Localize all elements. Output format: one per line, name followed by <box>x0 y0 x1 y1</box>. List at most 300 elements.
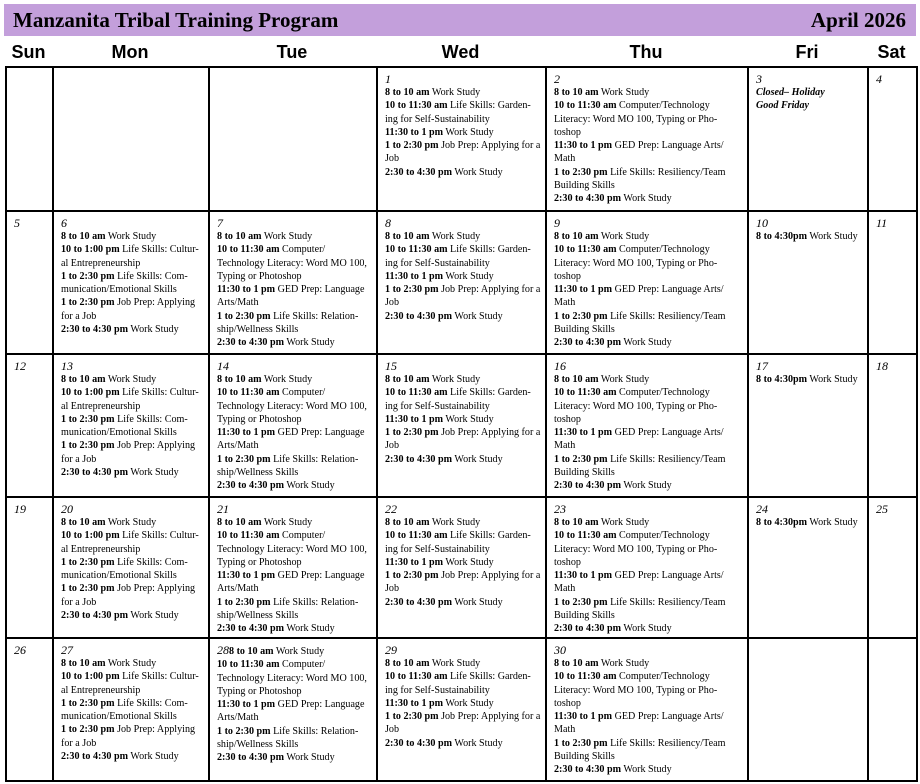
entry-time: 10 to 11:30 am <box>385 100 448 112</box>
entry-description: Work Study <box>621 764 672 776</box>
entry-description: Work Study <box>128 467 179 479</box>
entry-description: Work Study <box>429 658 481 669</box>
schedule-entry <box>217 230 372 243</box>
entry-time: 8 to 4:30pm <box>756 517 808 528</box>
schedule-entry <box>554 373 743 386</box>
entry-time: 11:30 to 1 pm <box>217 284 276 296</box>
schedule-entry <box>61 373 204 386</box>
day-cell <box>378 68 545 210</box>
schedule-entry <box>554 763 743 776</box>
schedule-entry <box>756 230 863 243</box>
schedule-entry <box>385 99 541 126</box>
day-cell <box>7 68 52 210</box>
entry-description: Life Skills: Relation-ship/Wellness Skills <box>217 310 359 336</box>
schedule-entry <box>385 670 541 697</box>
entry-time: 2:30 to 4:30 pm <box>554 764 622 776</box>
day-number: 21 <box>217 502 229 516</box>
entry-time: 1 to 2:30 pm <box>61 413 115 425</box>
entry-description: Work Study <box>443 697 494 709</box>
entry-description: Computer/ Technology Literacy: Word MO 100, Typing or Photoshop <box>217 659 367 697</box>
day-number: 5 <box>14 216 20 230</box>
entry-time: 2:30 to 4:30 pm <box>61 467 129 479</box>
entry-time: 8 to 10 am <box>61 658 106 669</box>
schedule-entry <box>385 657 541 670</box>
entry-time: 1 to 2:30 pm <box>385 140 439 152</box>
entry-time: 1 to 2:30 pm <box>61 297 115 309</box>
schedule-entry <box>217 310 372 337</box>
entry-time: 8 to 10 am <box>554 658 599 669</box>
schedule-entry <box>756 516 863 529</box>
schedule-entry <box>554 516 743 529</box>
entry-time: 11:30 to 1 pm <box>385 413 444 425</box>
day-number: 22 <box>385 502 397 516</box>
entry-description: Computer/ Technology Literacy: Word MO 100, Typing or Photoshop <box>217 244 367 282</box>
schedule-entry <box>385 386 541 413</box>
entry-time: 8 to 10 am <box>385 374 430 385</box>
entry-time: 8 to 10 am <box>217 374 262 385</box>
entry-time: 11:30 to 1 pm <box>385 126 444 138</box>
entry-time: 2:30 to 4:30 pm <box>554 480 622 492</box>
schedule-entry <box>385 230 541 243</box>
entry-time: 2:30 to 4:30 pm <box>385 166 453 178</box>
entry-time: 11:30 to 1 pm <box>554 711 613 723</box>
day-cell <box>7 212 52 353</box>
entry-description: Life Skills: Resiliency/Team Building Skills <box>554 166 726 192</box>
schedule-entry <box>385 516 541 529</box>
entry-description: GED Prep: Language Arts/Math <box>217 699 365 724</box>
schedule-entry <box>385 139 541 166</box>
schedule-entry <box>756 373 863 386</box>
day-number: 16 <box>554 359 566 373</box>
entry-description: Life Skills: Relation-ship/Wellness Skills <box>217 725 359 751</box>
schedule-entry <box>385 529 541 556</box>
entry-description: Work Study <box>621 480 672 492</box>
entry-description: Work Study <box>284 623 335 635</box>
entry-description: Work Study <box>429 87 481 98</box>
schedule-entry <box>385 126 541 139</box>
entry-description: GED Prep: Language Arts/ Math <box>554 284 724 309</box>
entry-description: Job Prep: Applying for a Job <box>385 570 541 595</box>
day-cell <box>7 639 52 780</box>
entry-description: Work Study <box>807 517 858 528</box>
entry-time: 8 to 10 am <box>61 517 106 528</box>
day-number: 6 <box>61 216 67 230</box>
schedule-entry <box>61 386 204 413</box>
entry-time: 1 to 2:30 pm <box>385 427 439 439</box>
entry-time: 1 to 2:30 pm <box>61 724 115 736</box>
entry-time: 10 to 11:30 am <box>554 100 617 112</box>
day-number: 27 <box>61 643 73 657</box>
entry-description: Work Study <box>452 737 503 749</box>
schedule-entry <box>385 569 541 596</box>
schedule-entry <box>217 283 372 310</box>
entry-time: 11:30 to 1 pm <box>554 140 613 152</box>
entry-time: 8 to 10 am <box>217 517 262 528</box>
day-cell <box>378 639 545 780</box>
entry-description: Work Study <box>105 658 157 669</box>
entry-time: 1 to 2:30 pm <box>554 310 608 322</box>
day-cell <box>210 212 376 353</box>
grid-col-line <box>916 66 918 782</box>
schedule-entry <box>217 698 372 725</box>
entry-description: Work Study <box>128 751 179 763</box>
entry-description: Computer/Technology Literacy: Word MO 100, Typing or Pho-toshop <box>554 530 718 568</box>
entry-description: Job Prep: Applying for a Job <box>61 583 196 608</box>
entry-time: 1 to 2:30 pm <box>217 596 271 608</box>
entry-time: 10 to 1:00 pm <box>61 244 120 256</box>
entry-description: Life Skills: Com-munication/Emotional Skills <box>61 413 188 439</box>
schedule-entry <box>385 373 541 386</box>
day-number: 2 <box>554 72 560 86</box>
entry-description: Job Prep: Applying for a Job <box>385 140 541 165</box>
entry-description: GED Prep: Language Arts/ Math <box>554 140 724 165</box>
schedule-entry <box>217 622 372 635</box>
weekday-header-mon: Mon <box>111 42 149 62</box>
entry-time: 11:30 to 1 pm <box>217 570 276 582</box>
entry-time: 10 to 11:30 am <box>217 530 280 542</box>
entry-description: Life Skills: Relation-ship/Wellness Skills <box>217 596 359 622</box>
entry-time: 2:30 to 4:30 pm <box>385 596 453 608</box>
day-cell <box>378 355 545 496</box>
schedule-entry <box>554 426 743 453</box>
day-number: 20 <box>61 502 73 516</box>
day-number: 26 <box>14 643 26 657</box>
schedule-entry <box>61 609 204 622</box>
entry-description: Work Study <box>261 517 313 528</box>
schedule-entry <box>217 529 372 569</box>
entry-time: 8 to 10 am <box>554 374 599 385</box>
schedule-entry <box>385 710 541 737</box>
entry-time: 10 to 11:30 am <box>217 244 280 256</box>
entry-time: 10 to 11:30 am <box>385 387 448 399</box>
schedule-entry <box>554 166 743 193</box>
schedule-entry <box>217 516 372 529</box>
schedule-entry <box>61 723 204 750</box>
entry-description: Work Study <box>621 623 672 635</box>
entry-time: 10 to 11:30 am <box>554 244 617 256</box>
weekday-header-sat: Sat <box>877 42 906 62</box>
schedule-entry <box>385 453 541 466</box>
day-number: 25 <box>876 502 888 516</box>
entry-description: Work Study <box>261 374 313 385</box>
entry-time: 1 to 2:30 pm <box>554 453 608 465</box>
entry-time: 11:30 to 1 pm <box>385 270 444 282</box>
entry-time: 8 to 4:30pm <box>756 374 808 385</box>
entry-time: 8 to 10 am <box>385 517 430 528</box>
schedule-entry <box>229 646 324 657</box>
day-number: 11 <box>876 216 888 230</box>
entry-description: GED Prep: Language Arts/ Math <box>554 711 724 736</box>
entry-description: GED Prep: Language Arts/Math <box>217 570 365 595</box>
entry-time: 2:30 to 4:30 pm <box>554 193 622 205</box>
entry-time: 1 to 2:30 pm <box>217 725 271 737</box>
entry-time: 10 to 11:30 am <box>385 671 448 683</box>
schedule-entry <box>61 270 204 297</box>
entry-time: 1 to 2:30 pm <box>554 596 608 608</box>
schedule-entry <box>385 166 541 179</box>
entry-time: 11:30 to 1 pm <box>385 556 444 568</box>
day-cell <box>54 355 208 496</box>
entry-time: 10 to 1:00 pm <box>61 530 120 542</box>
entry-description: Computer/ Technology Literacy: Word MO 100, Typing or Photoshop <box>217 387 367 425</box>
schedule-entry <box>385 596 541 609</box>
schedule-entry <box>385 556 541 569</box>
schedule-entry <box>554 529 743 569</box>
entry-time: 8 to 10 am <box>554 517 599 528</box>
day-cell <box>210 355 376 496</box>
day-number: 13 <box>61 359 73 373</box>
entry-description: Job Prep: Applying for a Job <box>61 724 196 749</box>
schedule-entry <box>554 710 743 737</box>
day-cell <box>749 498 867 637</box>
entry-time: 1 to 2:30 pm <box>385 711 439 723</box>
schedule-entry <box>554 310 743 337</box>
entry-time: 8 to 10 am <box>385 87 430 98</box>
entry-description: Computer/Technology Literacy: Word MO 100, Typing or Pho-toshop <box>554 671 718 709</box>
day-cell <box>547 68 747 210</box>
day-number: 23 <box>554 502 566 516</box>
entry-time: 11:30 to 1 pm <box>554 427 613 439</box>
entry-time: 2:30 to 4:30 pm <box>385 453 453 465</box>
entry-description: Work Study <box>105 231 157 242</box>
entry-description: Work Study <box>621 337 672 349</box>
day-cell <box>547 639 747 780</box>
day-cell <box>749 355 867 496</box>
entry-description: Work Study <box>452 596 503 608</box>
day-cell <box>869 639 916 780</box>
day-number: 14 <box>217 359 229 373</box>
entry-description: GED Prep: Language Arts/ Math <box>554 427 724 452</box>
entry-description: Life Skills: Cultur-al Entrepreneurship <box>61 244 199 269</box>
day-cell <box>547 355 747 496</box>
entry-time: 8 to 10 am <box>554 231 599 242</box>
schedule-entry <box>554 622 743 635</box>
entry-description: Work Study <box>443 126 494 138</box>
entry-description: Life Skills: Resiliency/Team Building Skills <box>554 737 726 763</box>
schedule-entry <box>554 192 743 205</box>
day-number: 17 <box>756 359 768 373</box>
schedule-entry <box>554 139 743 166</box>
entry-time: 8 to 10 am <box>61 374 106 385</box>
schedule-entry <box>554 657 743 670</box>
entry-description: Life Skills: Com-munication/Emotional Skills <box>61 270 188 296</box>
entry-description: Life Skills: Resiliency/Team Building Skills <box>554 596 726 622</box>
schedule-entry <box>61 413 204 440</box>
entry-description: Life Skills: Cultur-al Entrepreneurship <box>61 530 199 555</box>
entry-description: Job Prep: Applying for a Job <box>61 297 196 322</box>
entry-time: 8 to 10 am <box>217 231 262 242</box>
entry-description: Work Study <box>429 231 481 242</box>
day-number: 10 <box>756 216 768 230</box>
schedule-entry <box>554 86 743 99</box>
schedule-entry <box>217 569 372 596</box>
entry-time: 2:30 to 4:30 pm <box>61 324 129 336</box>
entry-time: 2:30 to 4:30 pm <box>554 337 622 349</box>
day-number: 15 <box>385 359 397 373</box>
schedule-entry <box>217 243 372 283</box>
schedule-entry <box>61 697 204 724</box>
day-number: 8 <box>385 216 391 230</box>
schedule-entry <box>554 670 743 710</box>
day-cell <box>54 498 208 637</box>
schedule-entry <box>61 230 204 243</box>
schedule-entry <box>554 336 743 349</box>
day-cell <box>54 68 208 210</box>
entry-time: 1 to 2:30 pm <box>385 284 439 296</box>
schedule-entry <box>61 556 204 583</box>
entry-time: 8 to 4:30pm <box>756 231 808 242</box>
entry-time: 1 to 2:30 pm <box>217 453 271 465</box>
program-title: Manzanita Tribal Training Program <box>13 8 339 32</box>
grid-row-line <box>5 780 916 782</box>
schedule-entry <box>217 373 372 386</box>
entry-time: 1 to 2:30 pm <box>385 570 439 582</box>
schedule-entry <box>217 453 372 480</box>
day-cell <box>378 212 545 353</box>
schedule-entry <box>61 582 204 609</box>
entry-time: 1 to 2:30 pm <box>61 556 115 568</box>
entry-description: Work Study <box>105 517 157 528</box>
entry-description: Life Skills: Garden-ing for Self-Sustainability <box>385 530 531 555</box>
entry-time: 8 to 10 am <box>61 231 106 242</box>
day-cell <box>210 639 376 780</box>
entry-description: Work Study <box>284 752 335 764</box>
entry-time: 1 to 2:30 pm <box>61 583 115 595</box>
entry-description: Work Study <box>128 324 179 336</box>
entry-description: Life Skills: Cultur-al Entrepreneurship <box>61 671 199 696</box>
schedule-entry <box>385 310 541 323</box>
schedule-entry <box>61 516 204 529</box>
entry-description: Computer/Technology Literacy: Word MO 100, Typing or Pho-toshop <box>554 387 718 425</box>
day-number: 24 <box>756 502 768 516</box>
entry-description: Work Study <box>621 193 672 205</box>
schedule-entry <box>554 453 743 480</box>
entry-time: 1 to 2:30 pm <box>554 737 608 749</box>
entry-description: Work Study <box>284 480 335 492</box>
entry-time: 8 to 10 am <box>554 87 599 98</box>
entry-description: Work Study <box>443 413 494 425</box>
schedule-entry <box>217 596 372 623</box>
schedule-entry <box>554 243 743 283</box>
entry-description: GED Prep: Language Arts/Math <box>217 284 365 309</box>
entry-description: Work Study <box>273 646 325 657</box>
entry-description: Work Study <box>128 610 179 622</box>
entry-time: 2:30 to 4:30 pm <box>217 623 285 635</box>
entry-time: 2:30 to 4:30 pm <box>217 752 285 764</box>
entry-time: 1 to 2:30 pm <box>61 697 115 709</box>
schedule-entry <box>61 243 204 270</box>
day-cell <box>869 212 916 353</box>
schedule-entry <box>217 658 372 698</box>
schedule-entry <box>385 283 541 310</box>
entry-description: Work Study <box>452 453 503 465</box>
entry-time: 10 to 1:00 pm <box>61 387 120 399</box>
entry-description: Work Study <box>807 231 858 242</box>
entry-time: 2:30 to 4:30 pm <box>385 310 453 322</box>
entry-time: 10 to 11:30 am <box>217 659 280 671</box>
entry-time: 10 to 11:30 am <box>385 244 448 256</box>
schedule-entry <box>385 270 541 283</box>
schedule-entry <box>217 725 372 752</box>
entry-description: Work Study <box>261 231 313 242</box>
holiday-label: Good Friday <box>756 100 809 112</box>
weekday-header-sun: Sun <box>11 42 46 62</box>
entry-time: 10 to 11:30 am <box>554 387 617 399</box>
entry-description: Life Skills: Resiliency/Team Building Skills <box>554 310 726 336</box>
schedule-entry <box>554 99 743 139</box>
schedule-entry <box>61 529 204 556</box>
entry-time: 10 to 11:30 am <box>554 671 617 683</box>
day-number: 9 <box>554 216 560 230</box>
entry-description: GED Prep: Language Arts/ Math <box>554 570 724 595</box>
day-cell <box>547 212 747 353</box>
schedule-entry <box>217 386 372 426</box>
entry-description: Work Study <box>598 658 650 669</box>
schedule-entry <box>385 697 541 710</box>
day-number: 29 <box>385 643 397 657</box>
entry-time: 10 to 11:30 am <box>217 387 280 399</box>
entry-description: Job Prep: Applying for a Job <box>385 711 541 736</box>
weekday-header-thu: Thu <box>629 42 663 62</box>
entry-time: 2:30 to 4:30 pm <box>217 337 285 349</box>
entry-time: 10 to 1:00 pm <box>61 671 120 683</box>
entry-description: Life Skills: Relation-ship/Wellness Skills <box>217 453 359 479</box>
entry-description: Job Prep: Applying for a Job <box>61 440 196 465</box>
schedule-entry <box>217 751 372 764</box>
schedule-entry <box>554 569 743 596</box>
entry-description: Life Skills: Resiliency/Team Building Skills <box>554 453 726 479</box>
day-cell <box>7 355 52 496</box>
entry-description: Work Study <box>452 310 503 322</box>
entry-description: Job Prep: Applying for a Job <box>385 284 541 309</box>
schedule-entry <box>61 657 204 670</box>
entry-description: Work Study <box>598 517 650 528</box>
weekday-header-tue: Tue <box>276 42 308 62</box>
schedule-entry <box>554 737 743 764</box>
entry-time: 1 to 2:30 pm <box>61 440 115 452</box>
schedule-entry <box>385 737 541 750</box>
day-cell <box>378 498 545 637</box>
entry-description: Life Skills: Garden-ing for Self-Sustainability <box>385 387 531 412</box>
day-number: 4 <box>876 72 882 86</box>
entry-time: 2:30 to 4:30 pm <box>61 751 129 763</box>
schedule-entry <box>554 596 743 623</box>
holiday-label: Closed– Holiday <box>756 87 825 98</box>
schedule-entry <box>554 479 743 492</box>
entry-description: Computer/Technology Literacy: Word MO 100, Typing or Pho-toshop <box>554 244 718 282</box>
schedule-entry <box>217 336 372 349</box>
day-number: 28 <box>217 643 229 657</box>
entry-time: 2:30 to 4:30 pm <box>217 480 285 492</box>
day-cell <box>869 68 916 210</box>
day-number: 19 <box>14 502 26 516</box>
schedule-entry <box>554 230 743 243</box>
day-cell <box>210 68 376 210</box>
schedule-entry <box>61 670 204 697</box>
day-cell <box>749 212 867 353</box>
entry-time: 2:30 to 4:30 pm <box>61 610 129 622</box>
weekday-header-fri: Fri <box>795 42 819 62</box>
day-cell <box>869 355 916 496</box>
entry-description: Work Study <box>284 337 335 349</box>
schedule-entry <box>385 243 541 270</box>
day-number: 30 <box>554 643 566 657</box>
schedule-entry <box>554 386 743 426</box>
entry-time: 10 to 11:30 am <box>385 530 448 542</box>
day-number: 1 <box>385 72 391 86</box>
month-year: April 2026 <box>810 8 906 32</box>
day-cell <box>210 498 376 637</box>
